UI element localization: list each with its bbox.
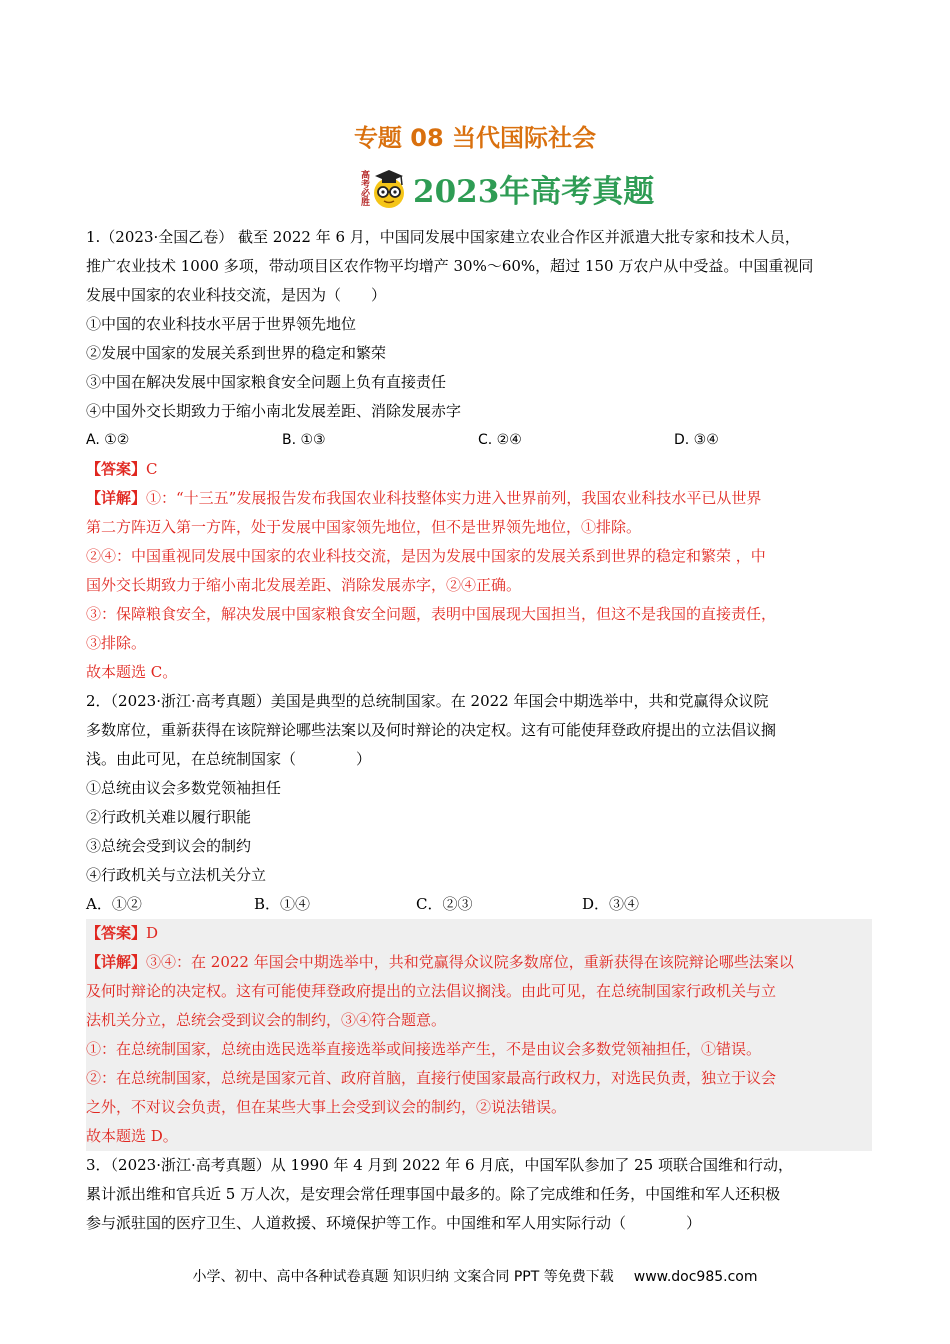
question-stem-line: 多数席位，重新获得在该院辩论哪些法案以及何时辩论的决定权。这有可能使拜登政府提出的立法倡议搁	[86, 721, 777, 739]
answer-options	[86, 426, 866, 455]
question-stem-line: 参与派驻国的医疗卫生、人道救援、环境保护等工作。中国维和军人用实际行动（ ）	[86, 1214, 702, 1232]
option-a: A. ①②	[86, 432, 130, 448]
explain-line: ③：保障粮食安全，解决发展中国家粮食安全问题，表明中国展现大国担当，但这不是我国的直接责任，	[86, 605, 777, 623]
explain-line: 之外，不对议会负责，但在某些大事上会受到议会的制约，②说法错误。	[86, 1098, 567, 1116]
footer-site-link[interactable]: www.doc985.com	[633, 1269, 758, 1285]
question-stem-line: 发展中国家的农业科技交流，是因为（ ）	[86, 286, 387, 304]
answer-line	[86, 919, 866, 948]
option-c: C. ②④	[478, 432, 522, 448]
option-c: C．②③	[416, 895, 473, 913]
question-stem-line: 2．（2023·浙江·高考真题）美国是典型的总统制国家。在 2022 年国会中期选举中，共和党赢得众议院	[86, 692, 769, 710]
option-d: D. ③④	[674, 432, 719, 448]
badge-main-text: 2023年高考真题	[413, 173, 655, 210]
question-stem-line: 1.（2023·全国乙卷） 截至 2022 年 6 月，中国同发展中国家建立农业合作区并派遣大批专家和技术人员，	[86, 228, 800, 246]
exam-badge	[355, 163, 654, 213]
option-b: B. ①③	[282, 432, 326, 448]
explain-line: 故本题选 C。	[86, 663, 178, 681]
choice-item: ②行政机关难以履行职能	[86, 808, 252, 826]
answer-tag: 【答案】	[86, 924, 147, 942]
question-2	[86, 687, 866, 1151]
answer-line	[86, 455, 866, 484]
option-d: D．③④	[582, 895, 640, 913]
option-a: A．①②	[86, 895, 142, 913]
explain-line: ①：在总统制国家，总统由选民选举直接选举或间接选举产生，不是由议会多数党领袖担任，①错误。	[86, 1040, 762, 1058]
choice-item: ④行政机关与立法机关分立	[86, 866, 267, 884]
question-3	[86, 1151, 866, 1238]
explain-line: 及何时辩论的决定权。这有可能使拜登政府提出的立法倡议搁浅。由此可见，在总统制国家行政机关与立	[86, 982, 777, 1000]
option-b: B．①④	[254, 895, 311, 913]
badge-side-text: 高考必胜	[359, 170, 369, 206]
answer-explanation-box	[86, 919, 872, 1151]
explain-tag: 【详解】	[86, 953, 147, 971]
explain-line: ②：在总统制国家，总统是国家元首、政府首脑，直接行使国家最高行政权力，对选民负责，独立于议会	[86, 1069, 777, 1087]
choice-item: ①总统由议会多数党领袖担任	[86, 779, 282, 797]
answer-value: C	[146, 460, 158, 478]
graduate-emoji-icon	[369, 166, 409, 210]
explain-tag: 【详解】	[86, 489, 147, 507]
choice-item: ③中国在解决发展中国家粮食安全问题上负有直接责任	[86, 373, 447, 391]
page-footer	[0, 1266, 950, 1286]
page-title: 专题 08 当代国际社会	[353, 124, 597, 152]
question-stem-line: 3．（2023·浙江·高考真题）从 1990 年 4 月到 2022 年 6 月底，中国军队参加了 25 项联合国维和行动，	[86, 1156, 793, 1174]
choice-item: ③总统会受到议会的制约	[86, 837, 252, 855]
question-1	[86, 223, 866, 687]
answer-value: D	[146, 924, 159, 942]
explain-line: 【详解】①：“十三五”发展报告发布我国农业科技整体实力进入世界前列，我国农业科技水平已从世界	[86, 489, 762, 507]
choice-item: ①中国的农业科技水平居于世界领先地位	[86, 315, 357, 333]
answer-tag: 【答案】	[86, 460, 147, 478]
explain-line: ②④：中国重视同发展中国家的农业科技交流，是因为发展中国家的发展关系到世界的稳定和繁荣 ，中	[86, 547, 766, 565]
explain-line: ③排除。	[86, 634, 147, 652]
footer-text: 小学、初中、高中各种试卷真题 知识归纳 文案合同 PPT 等免费下载	[192, 1269, 614, 1285]
explain-line: 法机关分立，总统会受到议会的制约，③④符合题意。	[86, 1011, 447, 1029]
explain-line: 国外交长期致力于缩小南北发展差距、消除发展赤字，②④正确。	[86, 576, 522, 594]
question-stem-line: 累计派出维和官兵近 5 万人次，是安理会常任理事国中最多的。除了完成维和任务，中国维和军人还积极	[86, 1185, 781, 1203]
question-stem-line: 推广农业技术 1000 多项，带动项目区农作物平均增产 30%～60%，超过 150 万农户从中受益。中国重视同	[86, 257, 814, 275]
explain-line: 【详解】③④：在 2022 年国会中期选举中，共和党赢得众议院多数席位，重新获得在该院辩论哪些法案以	[86, 953, 794, 971]
explain-line: 第二方阵迈入第一方阵，处于发展中国家领先地位，但不是世界领先地位，①排除。	[86, 518, 642, 536]
document-body	[86, 223, 866, 1238]
explain-line: 故本题选 D。	[86, 1127, 178, 1145]
question-stem-line: 浅。由此可见，在总统制国家（ ）	[86, 750, 372, 768]
choice-item: ④中国外交长期致力于缩小南北发展差距、消除发展赤字	[86, 402, 462, 420]
choice-item: ②发展中国家的发展关系到世界的稳定和繁荣	[86, 344, 387, 362]
answer-options	[86, 890, 866, 919]
